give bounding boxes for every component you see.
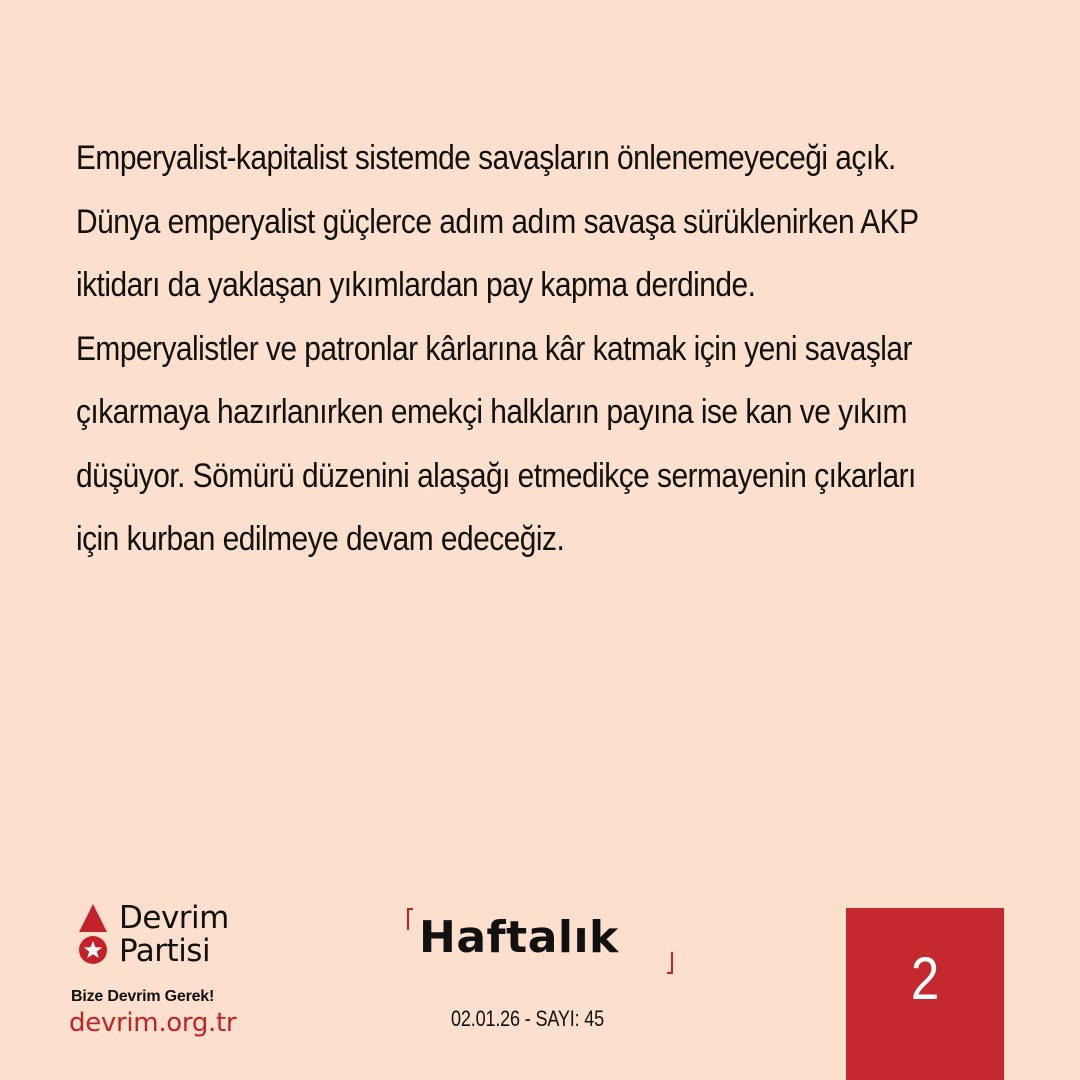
article-line: Dünya emperyalist güçlerce adım adım savaşa sürüklenirken AKP (76, 202, 919, 241)
page-number-box (846, 908, 1004, 1080)
party-name (119, 902, 229, 968)
website-link[interactable]: devrim.org.tr (69, 1008, 237, 1038)
article-line: iktidarı da yaklaşan yıkımlardan pay kapma derdinde. (76, 266, 756, 304)
slogan: Bize Devrim Gerek! (71, 988, 215, 1005)
article-line: için kurban edilmeye devam edeceğiz. (76, 520, 565, 558)
issue-info: 02.01.26 - SAYI: 45 (451, 1006, 605, 1031)
article-line: Emperyalistler ve patronlar kârlarına kâr katmak için yeni savaşlar (76, 329, 912, 368)
article-body (76, 127, 1018, 572)
party-name-line1: Devrim (119, 900, 229, 936)
bracket-bottom-right (667, 952, 673, 974)
article-line: düşüyor. Sömürü düzenini alaşağı etmedikçe sermayenin çıkarları (76, 456, 916, 495)
masthead (407, 908, 673, 974)
triangle-star-icon (78, 904, 108, 970)
article-line: Emperyalist-kapitalist sistemde savaşların önlenemeyeceği açık. (76, 139, 896, 177)
party-logo (78, 902, 278, 972)
article-line: çıkarmaya hazırlanırken emekçi halkların payına ise kan ve yıkım (76, 393, 907, 431)
page-number: 2 (910, 945, 940, 1012)
party-name-line2: Partisi (119, 933, 211, 969)
bracket-top-left (407, 908, 413, 930)
masthead-title: Haftalık (419, 912, 619, 963)
